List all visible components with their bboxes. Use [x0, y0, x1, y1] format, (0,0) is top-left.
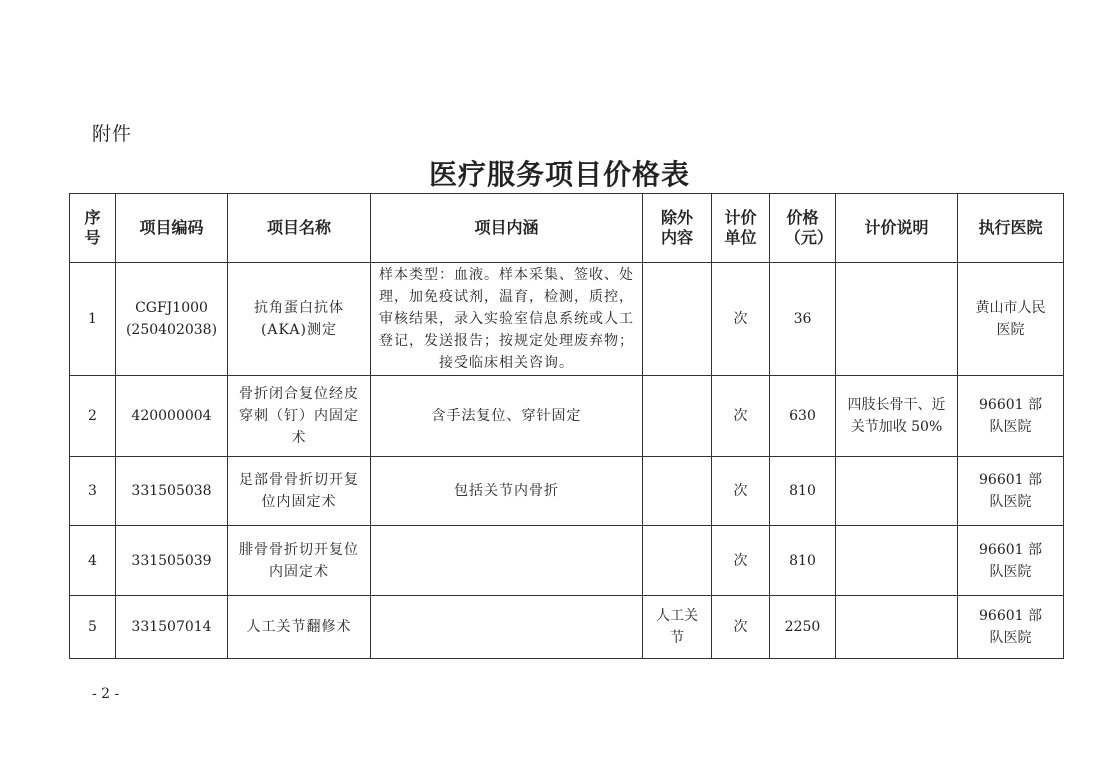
- cell-hospital: 黄山市人民医院: [958, 263, 1064, 376]
- cell-exclusion: 人工关节: [643, 596, 712, 659]
- table-row: [70, 376, 1064, 457]
- cell-price: 810: [770, 526, 836, 596]
- table-row: [70, 526, 1064, 596]
- header-note: 计价说明: [836, 194, 958, 263]
- cell-hospital: 96601 部队医院: [958, 526, 1064, 596]
- cell-name: 足部骨骨折切开复位内固定术: [228, 457, 371, 526]
- cell-name: 抗角蛋白抗体(AKA)测定: [228, 263, 371, 376]
- cell-note: 四肢长骨干、近关节加收 50%: [836, 376, 958, 457]
- cell-seq: 4: [70, 526, 116, 596]
- cell-code: 420000004: [116, 376, 228, 457]
- cell-note: [836, 263, 958, 376]
- cell-content: 含手法复位、穿针固定: [371, 376, 643, 457]
- cell-name: 人工关节翻修术: [228, 596, 371, 659]
- header-exclusion: 除外内容: [643, 194, 712, 263]
- table-row: [70, 596, 1064, 659]
- cell-hospital: 96601 部队医院: [958, 376, 1064, 457]
- page-number: - 2 -: [92, 686, 120, 702]
- cell-unit: 次: [712, 457, 770, 526]
- header-unit: 计价单位: [712, 194, 770, 263]
- cell-price: 2250: [770, 596, 836, 659]
- cell-price: 630: [770, 376, 836, 457]
- cell-exclusion: [643, 526, 712, 596]
- cell-unit: 次: [712, 596, 770, 659]
- cell-unit: 次: [712, 376, 770, 457]
- header-code: 项目编码: [116, 194, 228, 263]
- header-price: 价格（元）: [770, 194, 836, 263]
- cell-price: 36: [770, 263, 836, 376]
- cell-content: [371, 526, 643, 596]
- table-row: [70, 263, 1064, 376]
- header-name: 项目名称: [228, 194, 371, 263]
- cell-unit: 次: [712, 526, 770, 596]
- cell-seq: 2: [70, 376, 116, 457]
- cell-seq: 5: [70, 596, 116, 659]
- cell-exclusion: [643, 263, 712, 376]
- header-content: 项目内涵: [371, 194, 643, 263]
- cell-code: 331505038: [116, 457, 228, 526]
- cell-seq: 1: [70, 263, 116, 376]
- cell-price: 810: [770, 457, 836, 526]
- cell-unit: 次: [712, 263, 770, 376]
- table-header-row: [70, 194, 1064, 263]
- cell-note: [836, 457, 958, 526]
- cell-seq: 3: [70, 457, 116, 526]
- header-seq: 序号: [70, 194, 116, 263]
- cell-content: [371, 596, 643, 659]
- cell-code: CGFJ1000 (250402038): [116, 263, 228, 376]
- cell-note: [836, 596, 958, 659]
- cell-hospital: 96601 部队医院: [958, 457, 1064, 526]
- cell-code: 331507014: [116, 596, 228, 659]
- document-title: 医疗服务项目价格表: [428, 158, 690, 191]
- cell-content: 样本类型：血液。样本采集、签收、处理，加免疫试剂，温育，检测，质控，审核结果，录入实验室信息系统或人工登记，发送报告；按规定处理废弃物；接受临床相关咨询。: [371, 263, 643, 376]
- cell-content: 包括关节内骨折: [371, 457, 643, 526]
- cell-exclusion: [643, 457, 712, 526]
- cell-code: 331505039: [116, 526, 228, 596]
- cell-note: [836, 526, 958, 596]
- price-table: [69, 193, 1064, 659]
- header-hospital: 执行医院: [958, 194, 1064, 263]
- table-row: [70, 457, 1064, 526]
- cell-name: 腓骨骨折切开复位内固定术: [228, 526, 371, 596]
- attachment-label: 附件: [92, 123, 133, 145]
- cell-exclusion: [643, 376, 712, 457]
- cell-name: 骨折闭合复位经皮穿刺（钉）内固定术: [228, 376, 371, 457]
- cell-hospital: 96601 部队医院: [958, 596, 1064, 659]
